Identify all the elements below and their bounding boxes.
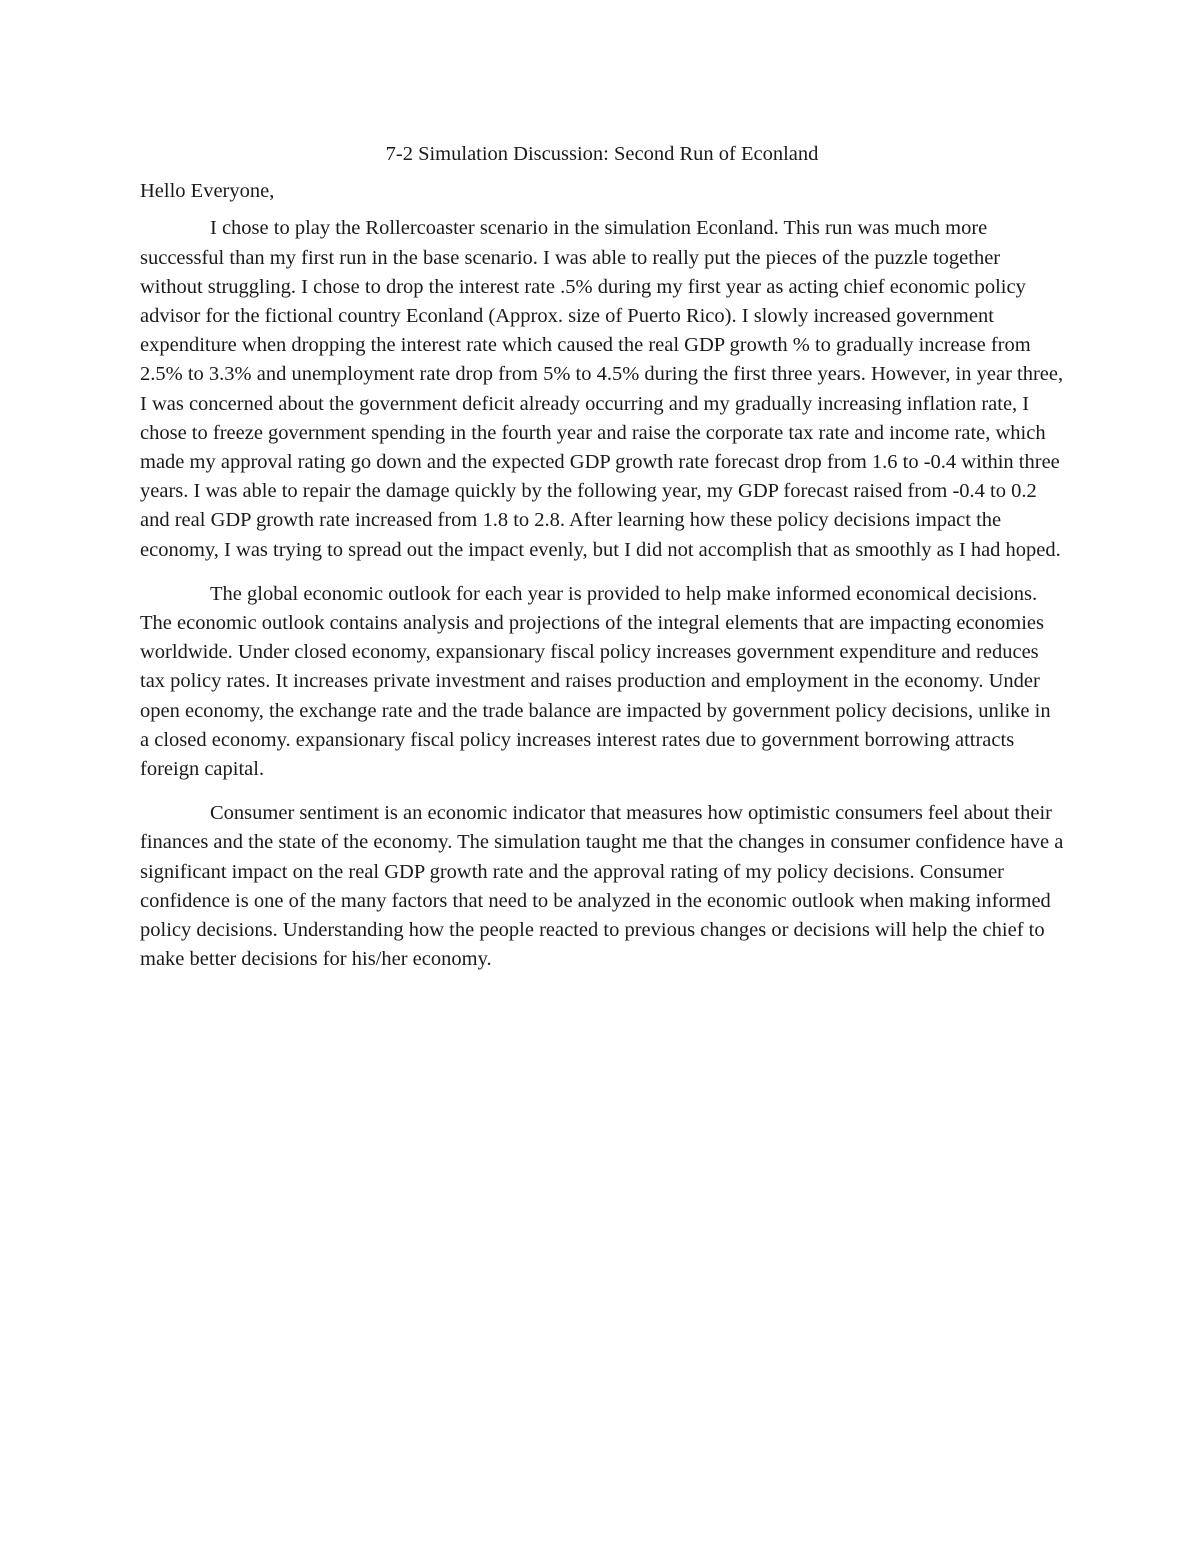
document-body: [140, 140, 1064, 989]
paragraph-economic-outlook: The global economic outlook for each year is provided to help make informed economical decisions. The economic outlook contains analysis and projections of the integral elements that are impacting economies worldwide. Under closed economy, expansionary fiscal policy increases government expenditure and reduces tax policy rates. It increases private investment and raises production and employment in the economy. Under open economy, the exchange rate and the trade balance are impacted by government policy decisions, unlike in a closed economy. expansionary fiscal policy increases interest rates due to government borrowing attracts foreign capital.: [140, 582, 1051, 781]
paragraph-consumer-sentiment: Consumer sentiment is an economic indicator that measures how optimistic consumers feel about their finances and the state of the economy. The simulation taught me that the changes in consumer confidence have a significant impact on the real GDP growth rate and the approval rating of my policy decisions. Consumer confidence is one of the many factors that need to be analyzed in the economic outlook when making informed policy decisions. Understanding how the people reacted to previous changes or decisions will help the chief to make better decisions for his/her economy.: [140, 802, 1064, 971]
greeting: Hello Everyone,: [140, 180, 275, 203]
paragraph-simulation-run: I chose to play the Rollercoaster scenario in the simulation Econland. This run was much more successful than my first run in the base scenario. I was able to really put the pieces of the puzzle together without struggling. I chose to drop the interest rate .5% during my first year as acting chief economic policy advisor for the fictional country Econland (Approx. size of Puerto Rico). I slowly increased government expenditure when dropping the interest rate which caused the real GDP growth % to gradually increase from 2.5% to 3.3% and unemployment rate drop from 5% to 4.5% during the first three years. However, in year three, I was concerned about the government deficit already occurring and my gradually increasing inflation rate, I chose to freeze government spending in the fourth year and raise the corporate tax rate and income rate, which made my approval rating go down and the expected GDP growth rate forecast drop from 1.6 to -0.4 within three years. I was able to repair the damage quickly by the following year, my GDP forecast raised from -0.4 to 0.2 and real GDP growth rate increased from 1.8 to 2.8. After learning how these policy decisions impact the economy, I was trying to spread out the impact evenly, but I did not accomplish that as smoothly as I had hoped.: [140, 217, 1064, 561]
document-title: 7-2 Simulation Discussion: Second Run of Econland: [385, 143, 819, 165]
